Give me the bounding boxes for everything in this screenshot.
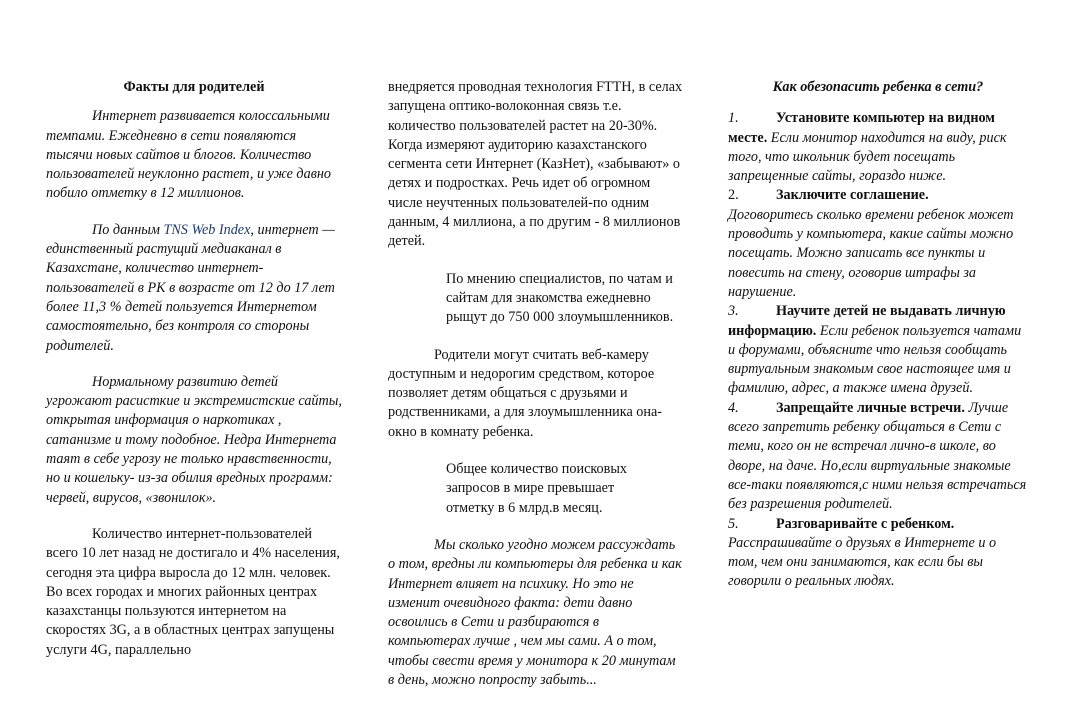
paragraph: внедряется проводная технология FTTH, в селах запущена оптико-волоконная связь т.е. количество пользователей растет на 20-30%. Когда измеряют аудиторию казахстанского сегмента сети Интернет (КазНет), «забывают» о детях и подростках. Речь идет об огромном числе неучтенных пользователей-по одним данным, 4 миллиона, а по другим - 8 миллионов детей. <box>388 79 683 250</box>
section-title: Как обезопасить ребенка в сети? <box>772 79 984 95</box>
column-statistics <box>388 0 684 690</box>
item-number: 5. <box>728 515 739 532</box>
item-heading: Заключите соглашение. <box>776 187 929 204</box>
item-number: 3. <box>728 303 739 320</box>
paragraph: Родители могут считать веб-камеру доступным и недорогим средством, которое позволяет детям общаться с друзьями и родственниками, а для злоумышленника она- окно в комнату ребенка. <box>388 346 663 440</box>
tns-web-index-link[interactable]: TNS Web Index <box>163 221 251 238</box>
list-item <box>728 186 1028 302</box>
item-text: Договоритесь сколько времени ребенок может проводить у компьютера, какие сайты можно посещать. Можно записать все пункты и повесить на стену, оговорив штрафы за нарушение. <box>728 206 1014 300</box>
callout-paragraph: Общее количество поисковых запросов в мире превышает отметку в 6 млрд.в месяц. <box>446 461 627 516</box>
list-item <box>728 109 1028 186</box>
paragraph: Нормальному развитию детей угрожают расисткие и экстремистские сайты, открытая информация о наркотиках , сатанизме и тому подобное. Недра Интернета таят в себе угрозу не только нравственности, но и кошельку- из-за обилия вредных программ: червей, вирусов, «звонилок». <box>46 373 342 506</box>
item-heading: Разговаривайте с ребенком. <box>776 515 955 532</box>
list-item <box>728 399 1028 515</box>
list-item <box>728 515 1028 592</box>
text: , интернет — единственный растущий медиаканал в Казахстане, количество интернет-пользователей в РК в возрасте от 12 до 17 лет более 11,3 % детей пользуется Интернетом самостоятельно, без контроля со стороны родителей. <box>46 221 335 354</box>
section-title: Факты для родителей <box>123 79 265 95</box>
item-text: Если ребенок пользуется чатами и форумами, объясните что нельзя сообщать виртуальным знакомым свое настоящее имя и фамилию, адрес, а также имена друзей. <box>728 322 1022 397</box>
item-heading: Научите детей не выдавать личную информацию. <box>728 303 1006 339</box>
item-number: 4. <box>728 399 739 416</box>
paragraph: Мы сколько угодно можем рассуждать о том, вредны ли компьютеры для ребенка и как Интернет влияет на психику. Но это не изменит очевидного факта: дети давно освоились в Сети и разбираются в компьютерах лучше , чем мы сами. А о том, чтобы свести время у монитора к 20 минутам в день, можно попросту забыть... <box>388 536 682 689</box>
callout-paragraph: По мнению специалистов, по чатам и сайтам для знакомства ежедневно рыщут до 750 000 злоумышленников. <box>446 270 674 326</box>
item-number: 1. <box>728 110 739 127</box>
paragraph: Интернет развивается колоссальными темпами. Ежедневно в сети появляются тысячи новых сайтов и блогов. Количество пользователей неуклонно растет, и уже давно побило отметку в 12 миллионов. <box>46 108 331 202</box>
paragraph: Количество интернет-пользователей всего 10 лет назад не достигало и 4% населения, сегодня эта цифра выросла до 12 млн. человек. Во всех городах и многих районных центрах казахстанцы пользуются интернетом на скоростях 3G, а в областных центрах запущены услуги 4G, параллельно <box>46 525 340 658</box>
text: По данным <box>92 221 164 238</box>
item-text: Расспрашивайте о друзьях в Интернете и о том, чем они занимаются, как если бы вы говорили о реальных людях. <box>728 534 997 590</box>
item-heading: Запрещайте личные встречи. <box>776 399 965 416</box>
item-text: Если монитор находится на виду, риск того, что школьник будет посещать запрещенные сайты, гораздо ниже. <box>728 129 1007 185</box>
safety-tips-list <box>728 109 1028 591</box>
column-facts-for-parents <box>46 0 342 660</box>
item-number: 2. <box>728 187 739 204</box>
item-heading: Установите компьютер на видном месте. <box>728 110 995 146</box>
item-text: Лучше всего запретить ребенку общаться в Сети с теми, кого он не встречал лично-в школе, во дворе, на даче. Но,если виртуальные знакомые все-таки появляются,с ними нельзя встречаться без разрешения родителей. <box>728 399 1027 513</box>
column-safety-tips <box>728 0 1028 592</box>
list-item <box>728 302 1028 398</box>
paragraph <box>46 221 342 356</box>
